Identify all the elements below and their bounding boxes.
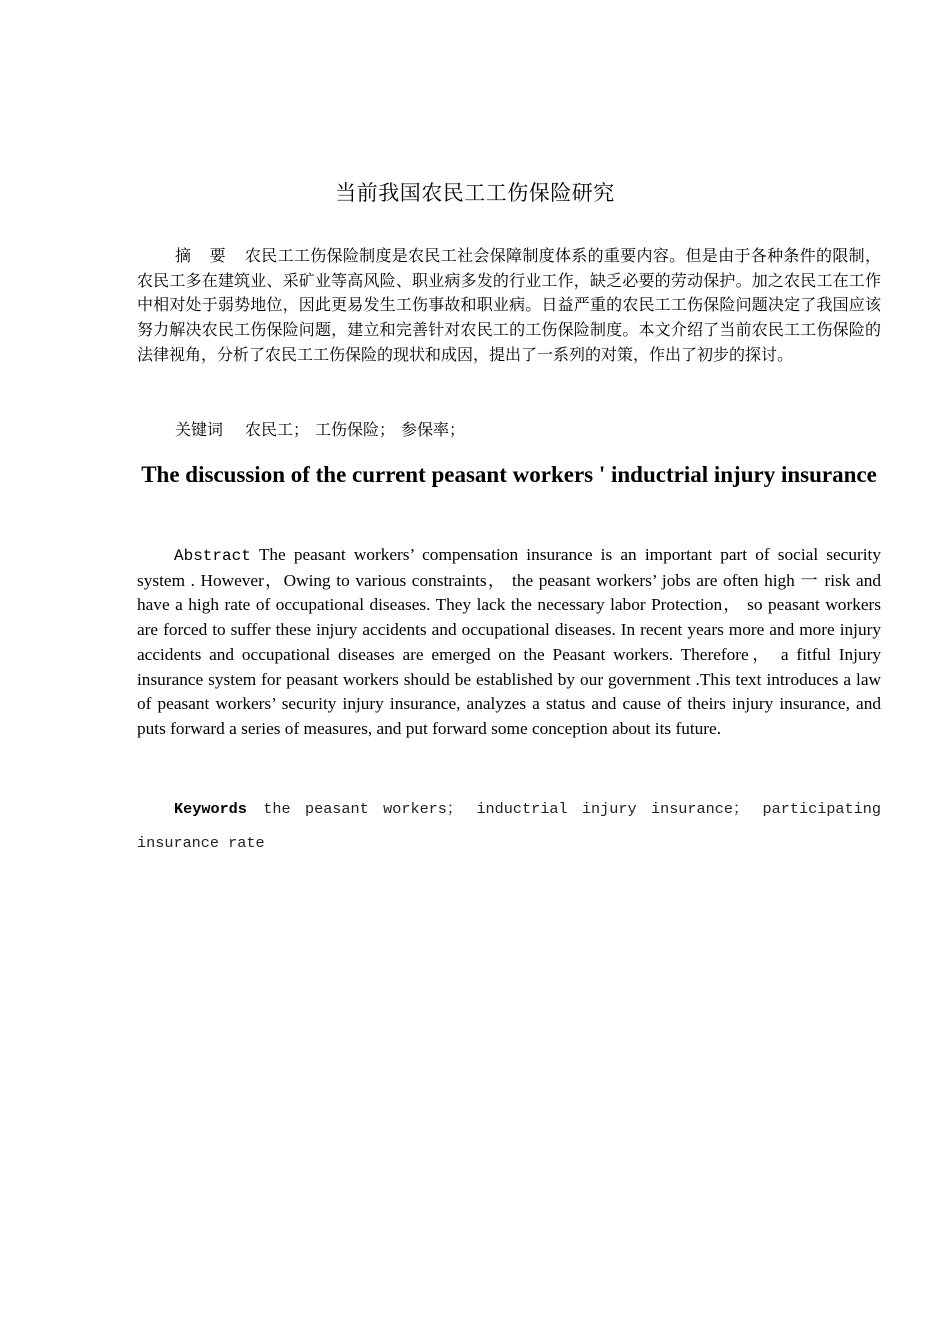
english-abstract-text: The peasant workers’ compensation insurance is an important part of social security system . However，Owing to various constraints， the peasant workers’ jobs are often high 一 risk and have a high rate of occupational diseases. They lack the necessary labor Protection， so peasant workers are forced to suffer these injury accidents and occupational diseases. In recent years more and more injury accidents and occupational diseases are emerged on the Peasant workers. Therefore， a fitful Injury insurance system for peasant workers should be established by our government .This text introduces a law of peasant workers’ security injury insurance, analyzes a status and cause of theirs injury insurance, and puts forward a series of measures, and put forward some conception about its future. [137, 545, 881, 738]
chinese-keywords [175, 418, 471, 442]
chinese-keywords-label: 关键词 [175, 420, 224, 439]
english-keywords-label: Keywords [174, 800, 247, 818]
chinese-abstract-label: 摘 要 [175, 246, 227, 265]
english-abstract-label: Abstract [174, 547, 251, 565]
chinese-title: 当前我国农民工工伤保险研究 [335, 181, 615, 205]
chinese-keyword: 参保率； [401, 420, 466, 439]
english-abstract [137, 543, 881, 742]
english-keywords [137, 792, 881, 860]
chinese-keyword: 农民工； [245, 420, 310, 439]
english-keywords-text: the peasant workers； inductrial injury insurance； participating insurance rate [137, 800, 882, 852]
chinese-keyword: 工伤保险； [315, 420, 396, 439]
english-title: The discussion of the current peasant workers ' inductrial injury insurance [141, 462, 877, 487]
chinese-abstract [137, 244, 881, 368]
chinese-abstract-text: 农民工工伤保险制度是农民工社会保障制度体系的重要内容。但是由于各种条件的限制，农民工多在建筑业、采矿业等高风险、职业病多发的行业工作，缺乏必要的劳动保护。加之农民工在工作中相对处于弱势地位，因此更易发生工伤事故和职业病。日益严重的农民工工伤保险问题决定了我国应该努力解决农民工伤保险问题，建立和完善针对农民工的工伤保险制度。本文介绍了当前农民工工伤保险的法律视角，分析了农民工工伤保险的现状和成因，提出了一系列的对策，作出了初步的探讨。 [137, 246, 881, 364]
